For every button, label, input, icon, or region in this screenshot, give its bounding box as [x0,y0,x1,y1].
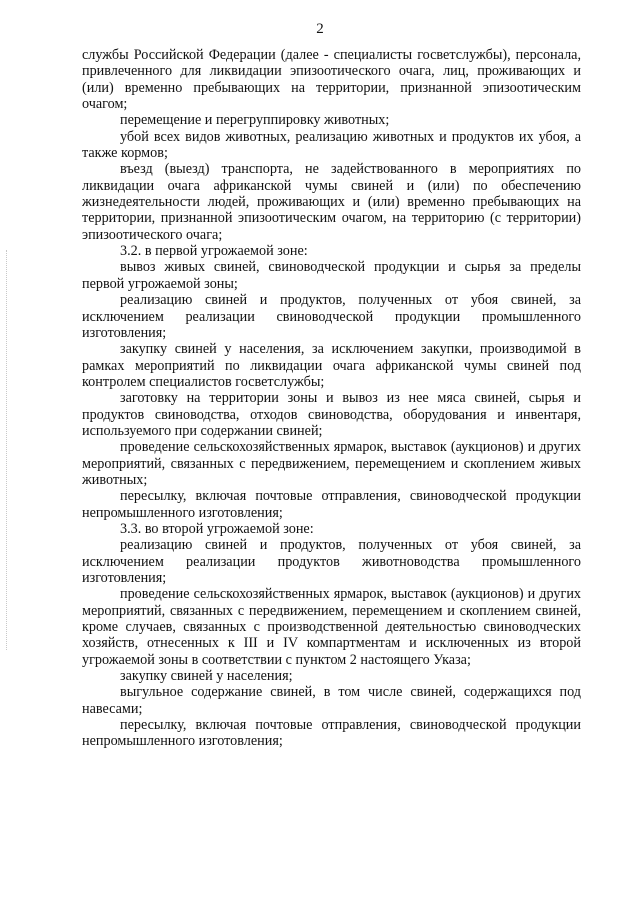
paragraph: перемещение и перегруппировку животных; [120,112,390,129]
paragraph: реализацию свиней и продуктов, полученных от убоя свиней, за исключением реализации продуктов животноводства промышленного изготовления; [82,537,581,586]
paragraph: выгульное содержание свиней, в том числе свиней, содержащихся под навесами; [82,684,581,717]
section-heading: 3.3. во второй угрожаемой зоне: [120,520,314,537]
paragraph: пересылку, включая почтовые отправления, свиноводческой продукции непромышленного изготовления; [82,488,581,521]
section-heading: 3.2. в первой угрожаемой зоне: [120,243,308,260]
paragraph: въезд (выезд) транспорта, не задействованного в мероприятиях по ликвидации очага африканской чумы свиней и (или) по обеспечению жизнедеятельности людей, проживающих и (или) временно пребывающих на территории, признанной эпизоотическим очагом, на территорию (с территории) эпизоотического очага; [82,161,581,243]
paragraph: закупку свиней у населения; [120,668,293,685]
paragraph: реализацию свиней и продуктов, полученных от убоя свиней, за исключением реализации свиноводческой продукции промышленного изготовления; [82,292,581,341]
scan-margin-marks [6,250,9,650]
paragraph: проведение сельскохозяйственных ярмарок, выставок (аукционов) и других мероприятий, связанных с передвижением, перемещением и скоплением живых животных; [82,439,581,488]
document-body [82,47,581,750]
paragraph: заготовку на территории зоны и вывоз из нее мяса свиней, сырья и продуктов свиноводства, отходов свиноводства, оборудования и инвентаря, используемого при содержании свиней; [82,390,581,439]
paragraph: вывоз живых свиней, свиноводческой продукции и сырья за пределы первой угрожаемой зоны; [82,259,581,292]
page-number: 2 [316,21,324,37]
paragraph: службы Российской Федерации (далее - специалисты госветслужбы), персонала, привлеченного для ликвидации эпизоотического очага, лиц, проживающих и (или) временно пребывающих на территории, признанной эпизоотическим очагом; [82,47,581,113]
paragraph: закупку свиней у населения, за исключением закупки, производимой в рамках мероприятий по ликвидации очага африканской чумы свиней под контролем специалистов госветслужбы; [82,341,581,390]
paragraph: пересылку, включая почтовые отправления, свиноводческой продукции непромышленного изготовления; [82,717,581,750]
paragraph: убой всех видов животных, реализацию животных и продуктов их убоя, а также кормов; [82,128,581,162]
paragraph: проведение сельскохозяйственных ярмарок, выставок (аукционов) и других мероприятий, связанных с передвижением, перемещением и скоплением свиней, кроме случаев, связанных с производственной деятельностью свиноводческих хозяйств, отнесенных к III и IV компартментам и исключенных из второй угрожаемой зоны в соответствии с пунктом 2 настоящего Указа; [82,586,581,668]
